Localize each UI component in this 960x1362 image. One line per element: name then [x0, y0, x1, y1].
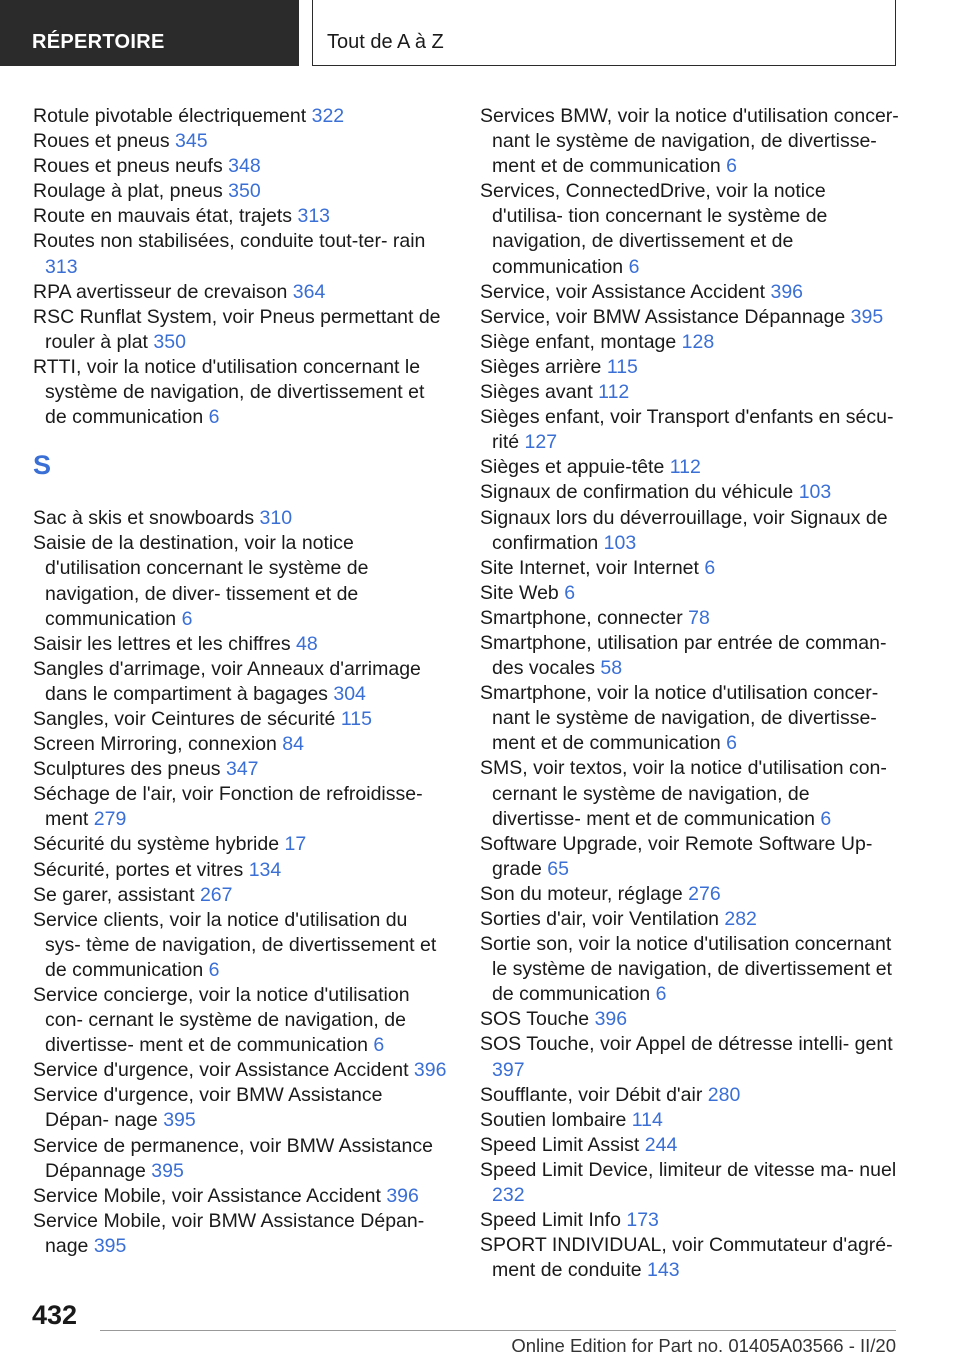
page-reference-link[interactable]: 128 — [681, 330, 715, 353]
index-entry — [480, 756, 900, 831]
page-reference-link[interactable]: 115 — [340, 707, 372, 730]
index-entry — [480, 1083, 900, 1108]
index-entry — [480, 1208, 900, 1233]
page-reference-link[interactable]: 78 — [688, 606, 710, 629]
page-reference-link[interactable]: 112 — [669, 456, 701, 479]
index-entry — [33, 883, 448, 908]
index-entry-text: Signaux de confirmation du véhicule — [480, 481, 794, 504]
index-column-left — [33, 104, 448, 1259]
index-entry-text: Speed Limit Info — [480, 1209, 621, 1232]
index-entry — [33, 129, 448, 154]
index-entry — [480, 330, 900, 355]
index-entry — [33, 707, 448, 732]
index-entry — [33, 179, 448, 204]
index-entry-text: Saisir les lettres et les chiffres — [33, 632, 291, 655]
page-reference-link[interactable]: 348 — [228, 155, 261, 178]
index-entry — [480, 355, 900, 380]
page-reference-link[interactable]: 313 — [297, 205, 331, 228]
index-entry — [33, 1209, 448, 1259]
page-reference-link[interactable]: 6 — [655, 983, 667, 1006]
index-entry — [33, 632, 448, 657]
index-entry-text: Smartphone, utilisation par entrée de comman- des vocales — [480, 631, 887, 680]
index-entry-text: RTTI, voir la notice d'utilisation concernant le système de navigation, de divertissement et de communication — [33, 355, 425, 429]
index-entry — [33, 983, 448, 1058]
index-entry-text: RPA avertisseur de crevaison — [33, 280, 288, 303]
index-entry — [33, 832, 448, 857]
page-reference-link[interactable]: 395 — [850, 305, 884, 328]
index-entry-text: RSC Runflat System, voir Pneus permettant de rouler à plat — [33, 305, 441, 353]
index-entry-text: Service concierge, voir la notice d'utilisation con- cernant le système de navigation, de divertisse- ment et de communication — [33, 984, 410, 1057]
index-entry-text: Sièges enfant, voir Transport d'enfants en sécu- rité — [480, 406, 894, 454]
section-tab: RÉPERTOIRE — [0, 0, 299, 66]
index-column-right — [480, 104, 900, 1283]
index-entry-text: Service Mobile, voir Assistance Accident — [33, 1184, 381, 1207]
index-entry-text: Site Internet, voir Internet — [480, 556, 699, 579]
index-entry — [480, 1007, 900, 1032]
index-entry-text: Speed Limit Assist — [480, 1133, 640, 1156]
index-entry — [480, 455, 900, 480]
index-entry-text: SOS Touche, voir Appel de détresse intelli- gent — [480, 1033, 893, 1056]
index-entry-text: Software Upgrade, voir Remote Software Up- grade — [480, 832, 873, 880]
index-entry — [33, 1058, 448, 1083]
page-reference-link[interactable]: 143 — [647, 1259, 680, 1282]
index-entry — [480, 556, 900, 581]
page-reference-link[interactable]: 396 — [386, 1184, 419, 1207]
index-entry-text: Service clients, voir la notice d'utilisation du sys- tème de navigation, de divertissement et de communication — [33, 908, 437, 981]
index-entry-text: Séchage de l'air, voir Fonction de refroidisse- ment — [33, 783, 423, 831]
index-group-s — [33, 506, 448, 1259]
page-reference-link[interactable]: 127 — [524, 431, 558, 454]
index-letter-heading: S — [33, 450, 52, 481]
page-reference-link[interactable]: 350 — [153, 330, 186, 353]
index-entry — [480, 506, 900, 556]
index-entry — [480, 581, 900, 606]
index-entry — [480, 179, 900, 279]
index-entry — [480, 907, 900, 932]
page-reference-link[interactable]: 173 — [626, 1209, 659, 1232]
page-reference-link[interactable]: 103 — [798, 481, 832, 504]
subsection-tab: Tout de A à Z — [312, 0, 896, 66]
index-entry-text: Service d'urgence, voir Assistance Accident — [33, 1059, 409, 1082]
index-entry-text: Signaux lors du déverrouillage, voir Signaux de confirmation — [480, 506, 888, 554]
index-entry-text: Site Web — [480, 581, 559, 604]
index-entry — [480, 882, 900, 907]
index-entry — [480, 606, 900, 631]
page-reference-link[interactable]: 6 — [628, 255, 640, 278]
page-reference-link[interactable]: 345 — [175, 130, 208, 153]
index-entry — [480, 280, 900, 305]
page-reference-link[interactable]: 58 — [600, 657, 623, 680]
index-entry-text: Soutien lombaire — [480, 1108, 627, 1131]
index-entry-text: Service de permanence, voir BMW Assistance Dépannage — [33, 1134, 433, 1182]
index-entry — [33, 305, 448, 355]
index-entry-text: Rotule pivotable électriquement — [33, 105, 307, 127]
page-reference-link[interactable]: 276 — [688, 882, 721, 905]
index-entry-text: Service Mobile, voir BMW Assistance Dépan- nage — [33, 1209, 425, 1257]
index-entry-text: Services BMW, voir la notice d'utilisation concer- nant le système de navigation, de divertisse- ment et de communication — [480, 105, 899, 178]
index-entry — [33, 531, 448, 631]
index-entry — [33, 104, 448, 129]
page-reference-link[interactable]: 17 — [284, 833, 307, 856]
index-entry-text: Sécurité, portes et vitres — [33, 858, 244, 881]
index-entry-text: Roues et pneus neufs — [33, 155, 223, 178]
index-entry — [33, 280, 448, 305]
page-reference-link[interactable]: 6 — [373, 1034, 385, 1057]
index-entry-text: Soufflante, voir Débit d'air — [480, 1083, 703, 1106]
index-entry-text: Sécurité du système hybride — [33, 833, 280, 856]
page-reference-link[interactable]: 6 — [820, 807, 832, 830]
index-entry-text: Siège enfant, montage — [480, 330, 677, 353]
index-entry-text: Sièges et appuie-tête — [480, 456, 665, 479]
index-entry-text: Service d'urgence, voir BMW Assistance Dépan- nage — [33, 1084, 383, 1132]
page-reference-link[interactable]: 84 — [282, 733, 304, 756]
page-reference-link[interactable]: 347 — [225, 758, 259, 781]
page-reference-link[interactable]: 114 — [631, 1108, 663, 1131]
index-entry-text: Saisie de la destination, voir la notice d'utilisation concernant le système de navigation, de diver- tissement et de communication — [33, 532, 369, 630]
index-entry — [33, 782, 448, 832]
page-reference-link[interactable]: 396 — [413, 1059, 447, 1082]
page-reference-link[interactable]: 267 — [199, 883, 233, 906]
index-entry-text: Screen Mirroring, connexion — [33, 733, 277, 756]
page-reference-link[interactable]: 6 — [704, 556, 716, 579]
index-entry — [480, 932, 900, 1007]
page-reference-link[interactable]: 134 — [248, 858, 282, 881]
page-reference-link[interactable]: 322 — [311, 105, 345, 127]
index-entry — [480, 405, 900, 455]
page-reference-link[interactable]: 395 — [163, 1109, 196, 1132]
page-reference-link[interactable]: 103 — [603, 531, 637, 554]
index-entry-text: Sangles d'arrimage, voir Anneaux d'arrimage dans le compartiment à bagages — [33, 657, 421, 705]
index-entry-text: Roulage à plat, pneus — [33, 180, 223, 203]
index-entry-text: Smartphone, connecter — [480, 606, 683, 629]
index-entry-text: Sièges avant — [480, 381, 593, 404]
page-reference-link[interactable]: 6 — [208, 958, 220, 981]
index-entry-text: Sièges arrière — [480, 355, 602, 378]
index-entry-text: Sortie son, voir la notice d'utilisation concernant le système de navigation, de divertissement et de communication — [480, 933, 892, 1006]
page-reference-link[interactable]: 6 — [208, 406, 220, 429]
page-reference-link[interactable]: 395 — [151, 1159, 184, 1182]
page-reference-link[interactable]: 279 — [93, 808, 127, 831]
page-reference-link[interactable]: 6 — [564, 581, 576, 604]
index-entry-text: Services, ConnectedDrive, voir la notice d'utilisa- tion concernant le système de navigation, de divertissement et de communication — [480, 180, 828, 278]
page-reference-link[interactable]: 48 — [296, 632, 318, 655]
page-reference-link[interactable]: 304 — [333, 682, 366, 705]
footer-divider — [100, 1330, 896, 1331]
page-reference-link[interactable]: 115 — [606, 355, 638, 378]
index-entry-text: SOS Touche — [480, 1008, 590, 1031]
index-entry-text: SMS, voir textos, voir la notice d'utilisation con- cernant le système de navigation, de divertisse- ment et de communication — [480, 757, 887, 830]
index-entry — [480, 832, 900, 882]
index-entry-text: SPORT INDIVIDUAL, voir Commutateur d'agré- ment de conduite — [480, 1234, 893, 1282]
page-reference-link[interactable]: 280 — [707, 1083, 741, 1106]
index-entry-text: Service, voir BMW Assistance Dépannage — [480, 305, 846, 328]
index-entry — [480, 1158, 900, 1208]
page-reference-link[interactable]: 232 — [492, 1184, 525, 1207]
page-reference-link[interactable]: 282 — [724, 908, 757, 930]
index-entry-text: Son du moteur, réglage — [480, 882, 683, 905]
index-entry — [33, 1134, 448, 1184]
index-group-r — [33, 104, 448, 430]
page-header — [0, 0, 960, 66]
page-reference-link[interactable]: 395 — [93, 1234, 127, 1257]
index-entry-text: Smartphone, voir la notice d'utilisation concer- nant le système de navigation, de divertisse- ment et de communication — [480, 682, 879, 755]
index-entry — [480, 380, 900, 405]
index-entry — [480, 305, 900, 330]
page-reference-link[interactable]: 350 — [228, 180, 261, 203]
index-entry — [33, 732, 448, 757]
index-entry-text: Sculptures des pneus — [33, 758, 221, 781]
index-group-s-continued — [480, 104, 900, 1283]
page-reference-link[interactable]: 397 — [492, 1058, 525, 1081]
index-entry-text: Sorties d'air, voir Ventilation — [480, 908, 719, 930]
index-entry-text: Routes non stabilisées, conduite tout-ter- rain — [33, 230, 426, 253]
index-entry-text: Sac à skis et snowboards — [33, 507, 255, 530]
page-reference-link[interactable]: 6 — [726, 732, 737, 755]
index-entry — [33, 858, 448, 883]
page-number: 432 — [32, 1300, 78, 1330]
page-reference-link[interactable]: 6 — [181, 607, 193, 630]
index-entry — [480, 104, 900, 179]
page-reference-link[interactable]: 313 — [45, 255, 78, 278]
index-entry — [480, 1133, 900, 1158]
index-entry — [480, 1032, 900, 1082]
page-reference-link[interactable]: 112 — [598, 381, 630, 404]
index-entry — [33, 1184, 448, 1209]
index-entry-text: Se garer, assistant — [33, 883, 195, 906]
page-reference-link[interactable]: 364 — [292, 280, 326, 303]
index-entry — [33, 657, 448, 707]
page-reference-link[interactable]: 244 — [644, 1133, 678, 1156]
index-entry — [480, 480, 900, 505]
index-entry — [33, 204, 448, 229]
page-reference-link[interactable]: 65 — [547, 857, 569, 880]
index-entry — [480, 631, 900, 681]
page-reference-link[interactable]: 6 — [726, 155, 737, 178]
index-entry — [33, 757, 448, 782]
index-entry-text: Roues et pneus — [33, 130, 170, 153]
index-entry — [33, 355, 448, 430]
page-reference-link[interactable]: 396 — [770, 280, 804, 303]
index-entry — [480, 1233, 900, 1283]
index-entry — [480, 1108, 900, 1133]
edition-note: Online Edition for Part no. 01405A03566 - II/20 — [511, 1335, 896, 1356]
index-entry — [33, 154, 448, 179]
index-entry — [33, 908, 448, 983]
index-entry-text: Route en mauvais état, trajets — [33, 205, 293, 228]
index-entry — [480, 681, 900, 756]
index-entry-text: Service, voir Assistance Accident — [480, 280, 766, 303]
page-reference-link[interactable]: 396 — [594, 1008, 628, 1031]
index-entry — [33, 506, 448, 531]
page-reference-link[interactable]: 310 — [259, 507, 293, 530]
index-entry-text: Sangles, voir Ceintures de sécurité — [33, 707, 336, 730]
index-entry-text: Speed Limit Device, limiteur de vitesse ma- nuel — [480, 1158, 897, 1181]
index-entry — [33, 1083, 448, 1133]
index-entry — [33, 229, 448, 279]
